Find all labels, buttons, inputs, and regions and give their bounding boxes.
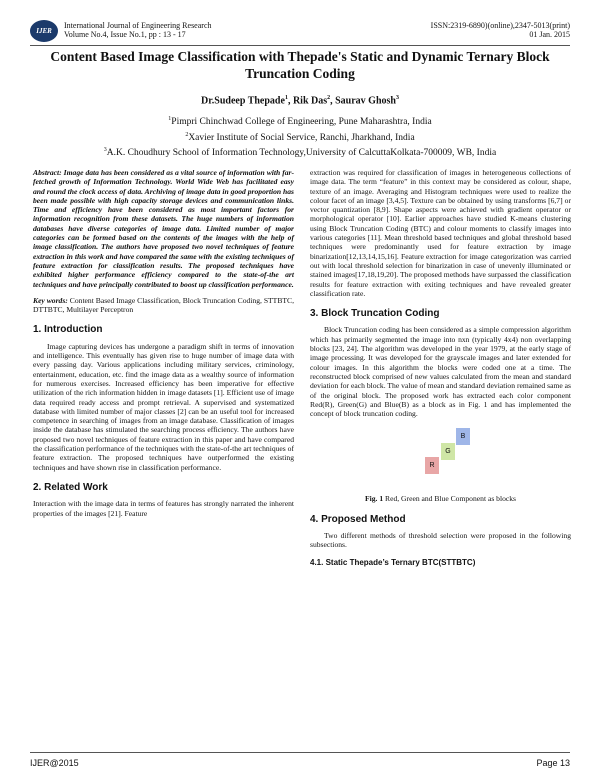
affiliation: $^2$Xavier Institute of Social Service, Ranchi, Jharkhand, India <box>185 131 415 143</box>
red-block: R <box>425 457 439 474</box>
green-block: G <box>441 443 455 460</box>
paper-title: Content Based Image Classification with Thepade's Static and Dynamic Ternary Block Truncation Coding <box>50 49 550 81</box>
affiliation: $^3$A.K. Choudhury School of Information Technology,University of CalcuttaKolkata-700009, WB, India <box>103 147 497 159</box>
introduction-text: Image capturing devices has undergone a paradigm shift in terms of innovation and intelligence. This eventually has given rise to huge number of image data with every passing day. Various applications including military services, criminology, entertainment, education, etc. find the image data as a wealthy source of information for numerous exercises. Increased efficiency has been imperative for effective utilization of the rich information hidden in image datasets [1]. Efficient use of image data required ready access and prompt retrieval. A supervised and systematized database with limited number of major classes [2] can be an useful tool for increased competence in searching of images from an image database. Classification of images inside the database has stimulated the searching process efficiency. The authors have proposed two novel techniques of feature extraction in this paper and have compared the classification performance of the techniques with the state-of-the art techniques of feature extraction. The proposed techniques have outperformed the existing techniques and have shown rise in classification performance. <box>33 341 294 472</box>
page-number: Page 13 <box>536 758 570 768</box>
author-name: Rik Das <box>292 95 328 107</box>
journal-name: International Journal of Engineering Research <box>64 21 212 30</box>
keywords: Key words: Content Based Image Classification, Block Truncation Coding, STTBTC, DTTBTC, Multilayer Perceptron <box>33 295 294 315</box>
footer-rule <box>30 752 570 753</box>
page-footer <box>30 758 570 768</box>
related-work-text: Interaction with the image data in terms of features has strongly narrated the inherent properties of the images [21]. Feature <box>33 499 294 518</box>
right-column <box>310 168 571 570</box>
section-heading-btc: 3. Block Truncation Coding <box>310 308 440 320</box>
related-work-continued: extraction was required for classification of images in heterogeneous collections of image data. The term “feature” in this context may be considered as colour, shape, texture of an image. Averaging and Histogram techniques were used to realize the colour facet of an image [3,4,5]. Texture can be obtained by using transforms [6,7] or vector quantization [8,9]. Shape aspects were achieved with gradient operator or morphological operator [10]. Earlier approaches have studied K-means clustering using Block Truncation Coding (BTC) and colour moments to classify images into various categories [11]. Mean threshold based techniques and global threshold based techniques were predominantly used for feature extraction by image binarization[12,13,14,15,16]. Feature extraction for image categorization was carried out with local threshold selection for binarization in case of unevenly illuminated or stained images[17,18,19,20]. The proposed methods have surpassed the classification results for feature extraction with exiting techniques and have revealed greater classification rate. <box>310 168 571 298</box>
section-heading-proposed-method: 4. Proposed Method <box>310 513 406 525</box>
header-rule <box>30 45 570 46</box>
header-right <box>431 21 570 39</box>
journal-header <box>30 20 570 46</box>
header-left <box>64 21 212 39</box>
proposed-method-text: Two different methods of threshold selection were proposed in the following subsections. <box>310 531 571 550</box>
subsection-heading-sttbtc: 4.1. Static Thepade’s Ternary BTC(STTBTC) <box>310 557 476 567</box>
section-heading-introduction: 1. Introduction <box>33 324 103 336</box>
footer-copyright: IJER@2015 <box>30 758 79 768</box>
left-column <box>33 168 294 521</box>
abstract: Abstract: Image data has been considered as a vital source of information with far-fetched growth of Information Technology. World Wide Web has facilitated easy and round the clock access of data. Archiving of image data in good proportion has been made possible with high capacity storage devices and communication links. Time and efficiency have been considered as most important factors for information recognition from these datasets. The huge numbers of information databases have diverse categories of image data. Limited number of major categories can be formed based on the contents of the images with the help of image classification. The authors have proposed two novel techniques of feature extraction in this work and have compared the same with the existing techniques of feature extraction for classification results. The proposed techniques have exhibited higher performance efficiency compared to the state-of-the art techniques and have principally contributed to boost up classification performance. <box>33 168 294 289</box>
author-list: Dr.Sudeep Thepade$^1$, Rik Das$^2$, Saurav Ghosh$^3$ <box>201 95 399 107</box>
blue-block: B <box>456 428 470 445</box>
journal-logo: IJER <box>30 20 58 42</box>
issue-date: 01 Jan. 2015 <box>529 30 570 39</box>
btc-text: Block Truncation coding has been considered as a simple compression algorithm which has primarily segmented the image into nxn (typically 4x4) non overlapping blocks [23, 24]. The algorithm was developed in the year 1979, at the early stage of image processing. It was developed for the grayscale images and later extended for colour images. In this algorithm the blocks were coded one at a time. The reconstructed block comprised of new values calculated from the mean and standard deviation for each block. The value of mean and standard deviation remained same as of the original block. The proposed work has extracted each color component Red(R), Green(G) and Blue(B) as a block as in Fig. 1 and has implemented the concept of block truncation coding. <box>310 325 571 419</box>
figure-caption: Fig. 1 Red, Green and Blue Component as blocks <box>364 494 516 504</box>
affiliation: $^1$Pimpri Chinchwad College of Engineering, Pune Maharashtra, India <box>168 116 432 128</box>
affiliations <box>40 113 560 160</box>
section-heading-related-work: 2. Related Work <box>33 481 108 493</box>
author-name: Saurav Ghosh <box>335 95 396 107</box>
volume-info: Volume No.4, Issue No.1, pp : 13 - 17 <box>64 30 186 39</box>
author-name: Dr.Sudeep Thepade <box>201 95 285 107</box>
figure-rgb-blocks <box>310 426 571 488</box>
issn: ISSN:2319-6890)(online),2347-5013(print) <box>430 21 570 30</box>
